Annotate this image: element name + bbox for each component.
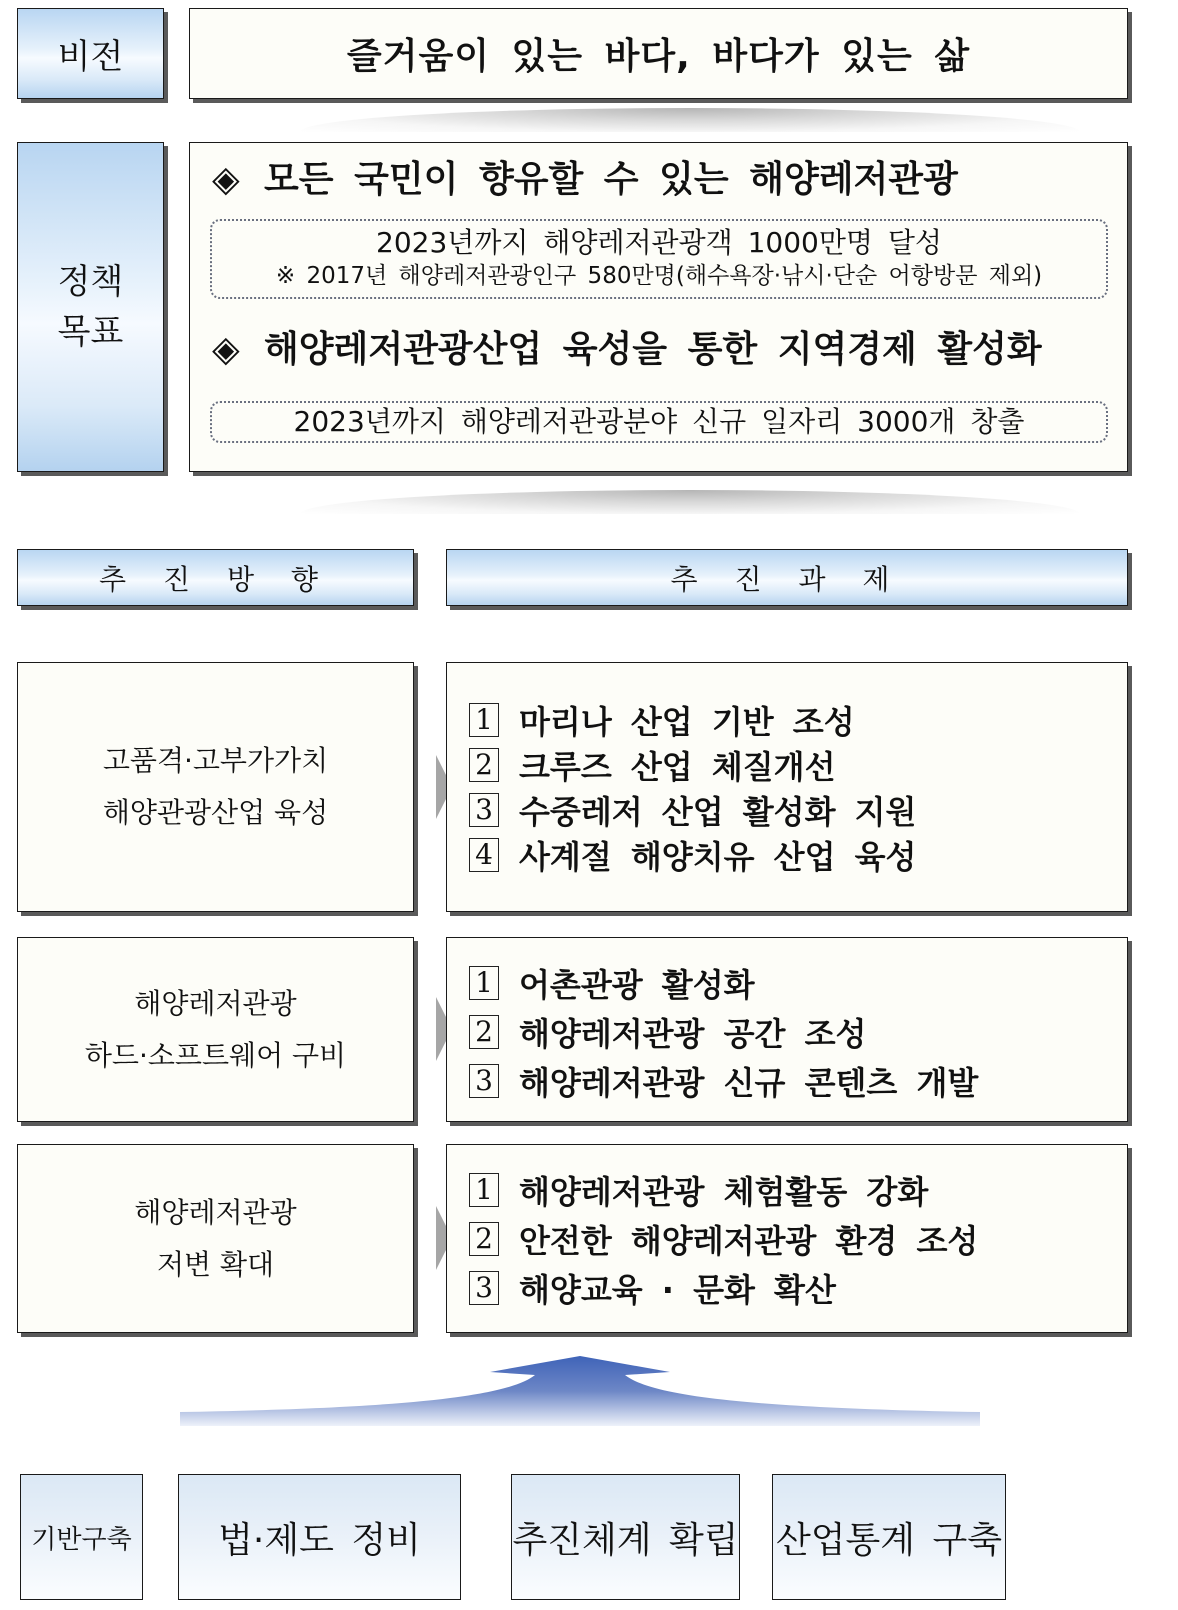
goal-target-box-1 xyxy=(210,219,1108,299)
task-number: 3 xyxy=(469,793,499,827)
task-text: 크루즈 산업 체질개선 xyxy=(519,747,836,786)
task-item xyxy=(469,1214,978,1263)
task-box-1 xyxy=(446,662,1128,912)
direction-box-3 xyxy=(17,1144,414,1333)
task-number: 3 xyxy=(469,1064,499,1098)
policy-goal-label-line1: 정책 xyxy=(57,262,124,302)
direction-box-2 xyxy=(17,937,414,1122)
task-text: 해양레저관광 신규 콘텐츠 개발 xyxy=(519,1063,979,1102)
task-number: 1 xyxy=(469,703,499,737)
task-item xyxy=(469,1165,978,1214)
task-text: 마리나 산업 기반 조성 xyxy=(519,702,855,741)
policy-goal-label-box xyxy=(17,142,164,472)
tasks-header xyxy=(446,549,1128,606)
direction-box-1 xyxy=(17,662,414,912)
task-text: 해양레저관광 체험활동 강화 xyxy=(519,1172,929,1211)
direction-2-line1: 해양레저관광 xyxy=(134,986,297,1020)
task-item xyxy=(469,1263,978,1312)
goal-note-1: ※ 2017년 해양레저관광인구 580만명(해수욕장·낚시·단순 어항방문 제외) xyxy=(275,263,1043,289)
foundation-item-1-label: 법·제도 정비 xyxy=(218,1519,421,1561)
directions-header xyxy=(17,549,414,606)
task-number: 2 xyxy=(469,748,499,782)
foundation-item-1 xyxy=(178,1474,461,1600)
task-text: 사계절 해양치유 산업 육성 xyxy=(519,837,917,876)
task-text: 해양교육 · 문화 확산 xyxy=(519,1270,836,1309)
vision-label-box xyxy=(17,8,164,99)
policy-goal-label-line2: 목표 xyxy=(57,312,124,352)
task-item xyxy=(469,958,978,1007)
task-text: 어촌관광 활성화 xyxy=(519,965,755,1004)
tasks-header-label: 추 진 과 제 xyxy=(670,562,904,596)
task-box-2 xyxy=(446,937,1128,1122)
directions-header-label: 추 진 방 향 xyxy=(99,562,332,596)
foundation-item-3-label: 산업통계 구축 xyxy=(775,1519,1003,1561)
foundation-label: 기반구축 xyxy=(31,1524,132,1555)
task-number: 2 xyxy=(469,1222,499,1256)
foundation-label-box xyxy=(20,1474,143,1600)
task-number: 3 xyxy=(469,1271,499,1305)
diamond-bullet-icon: ◈ xyxy=(212,159,240,200)
direction-2-line2: 하드·소프트웨어 구비 xyxy=(84,1038,347,1072)
goal-target-box-2 xyxy=(210,401,1108,443)
goal-heading-2 xyxy=(212,321,1042,372)
diamond-bullet-icon: ◈ xyxy=(212,329,240,370)
up-arrow-icon xyxy=(170,1350,990,1430)
foundation-item-3 xyxy=(772,1474,1006,1600)
policy-goals-box xyxy=(189,142,1128,472)
foundation-item-2-label: 추진체계 확립 xyxy=(512,1519,739,1561)
task-item xyxy=(469,832,916,877)
task-text: 안전한 해양레저관광 환경 조성 xyxy=(519,1221,979,1260)
vision-label: 비전 xyxy=(57,37,124,77)
task-number: 1 xyxy=(469,966,499,1000)
task-number: 1 xyxy=(469,1173,499,1207)
vision-text-box xyxy=(189,8,1128,99)
connector-swoosh-1 xyxy=(300,108,1080,132)
task-text: 해양레저관광 공간 조성 xyxy=(519,1014,867,1053)
task-item xyxy=(469,1056,978,1105)
direction-3-line2: 저변 확대 xyxy=(156,1247,275,1281)
goal-title-1: 모든 국민이 향유할 수 있는 해양레저관광 xyxy=(264,159,958,200)
vision-text: 즐거움이 있는 바다, 바다가 있는 삶 xyxy=(346,36,971,77)
goal-target-2: 2023년까지 해양레저관광분야 신규 일자리 3000개 창출 xyxy=(293,405,1025,438)
task-item xyxy=(469,1007,978,1056)
foundation-item-2 xyxy=(511,1474,740,1600)
task-number: 2 xyxy=(469,1015,499,1049)
direction-1-line1: 고품격·고부가가치 xyxy=(102,744,329,777)
task-text: 수중레저 산업 활성화 지원 xyxy=(519,792,917,831)
direction-1-line2: 해양관광산업 육성 xyxy=(102,796,329,829)
goal-heading-1 xyxy=(212,151,958,202)
goal-title-2: 해양레저관광산업 육성을 통한 지역경제 활성화 xyxy=(264,329,1042,370)
direction-3-line1: 해양레저관광 xyxy=(134,1195,297,1229)
task-box-3 xyxy=(446,1144,1128,1333)
task-number: 4 xyxy=(469,838,499,872)
task-item xyxy=(469,787,916,832)
goal-target-1: 2023년까지 해양레저관광객 1000만명 달성 xyxy=(376,226,942,259)
task-item xyxy=(469,742,916,787)
task-item xyxy=(469,697,916,742)
connector-swoosh-2 xyxy=(300,490,1080,514)
